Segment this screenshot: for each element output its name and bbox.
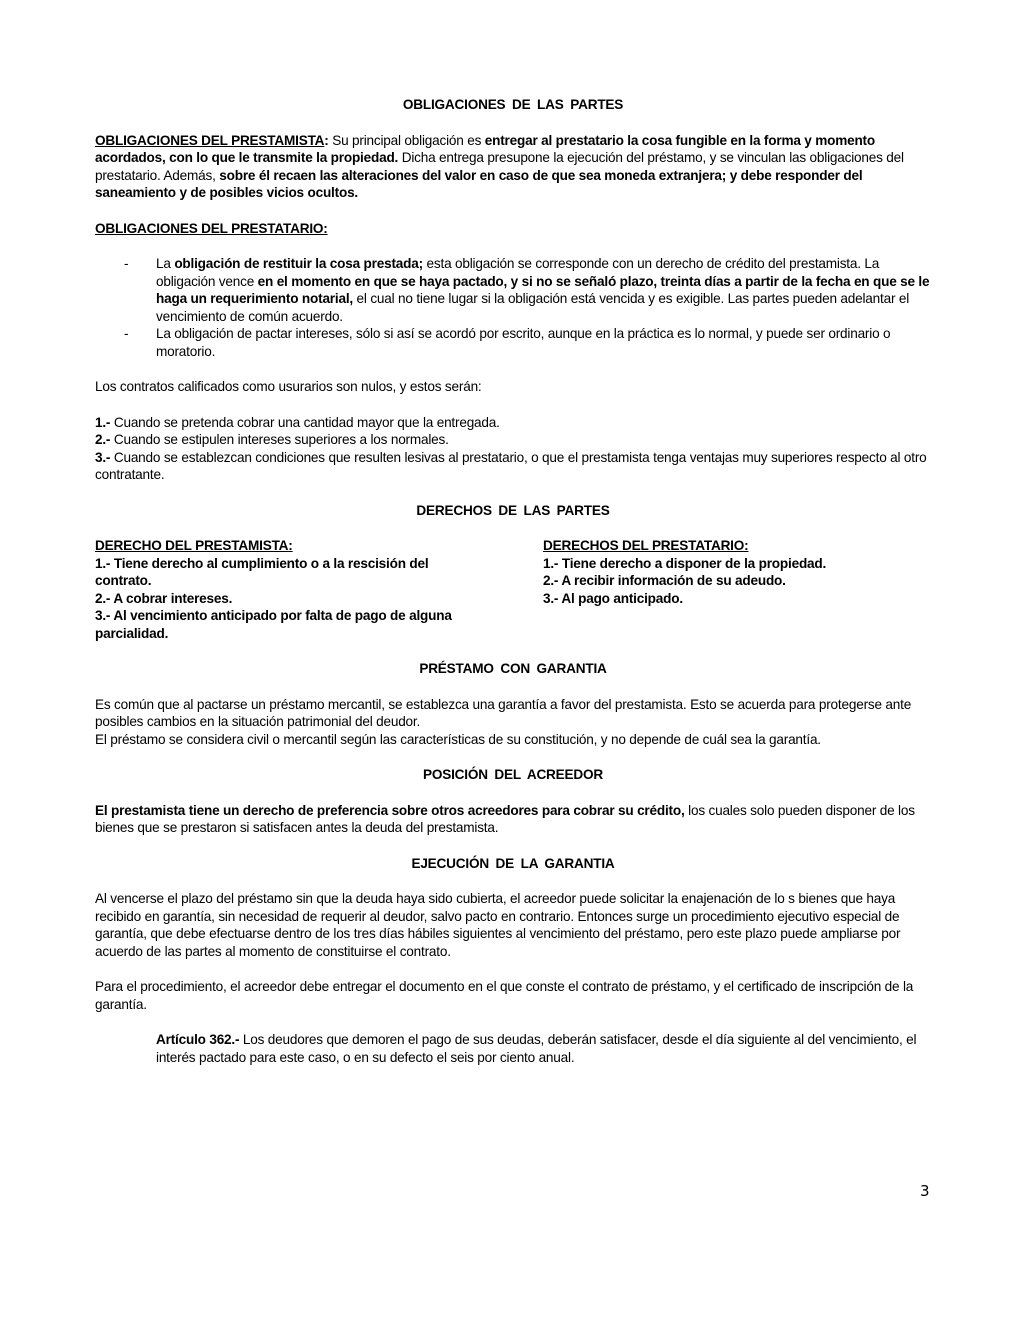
bold-run: en el momento en que se haya pactado, y si no se señaló plazo, treinta días a partir de la fecha en que se le haga un requerimiento notarial, <box>156 273 930 306</box>
page-number: 3 <box>920 1182 930 1200</box>
list-item: 1.- Tiene derecho al cumplimiento o a la rescisión del contrato. <box>95 555 429 588</box>
article-quote <box>95 1031 931 1066</box>
derechos-prestamista-column <box>95 537 481 642</box>
section-title-posicion-acreedor: POSICIÓN DEL ACREEDOR <box>422 767 604 782</box>
heading-derecho-prestamista: DERECHO DEL PRESTAMISTA: <box>95 538 293 553</box>
list-item: - La obligación de pactar intereses, sólo si así se acordó por escrito, aunque en la práctica es lo normal, y puede ser ordinario o moratorio. <box>95 325 931 360</box>
text-run: el cual no tiene lugar si la obligación está vencida y es exigible. Las partes pueden adelantar el vencimiento de común acuerdo. <box>156 291 910 324</box>
item-number: 3.- <box>95 449 111 465</box>
paragraph-obligaciones-prestamista <box>95 132 931 202</box>
bold-run: El prestamista tiene un derecho de preferencia sobre otros acreedores para cobrar su crédito, <box>95 802 685 818</box>
derechos-prestatario-column <box>543 537 826 642</box>
item-text: Cuando se establezcan condiciones que resulten lesivas al prestatario, o que el prestamista tenga ventajas muy superiores respecto al otro contratante. <box>95 449 927 482</box>
section-title-ejecucion-garantia: EJECUCIÓN DE LA GARANTIA <box>411 855 615 871</box>
text-run: Dicha entrega presupone la ejecución del préstamo, y se vinculan las obligaciones del prestatario. Además, <box>95 150 904 183</box>
item-number: 2.- <box>95 432 111 447</box>
section-title-obligaciones: OBLIGACIONES DE LAS PARTES <box>402 97 624 112</box>
usurario-item <box>95 449 931 484</box>
text-run: Su principal obligación es <box>328 132 485 148</box>
paragraph <box>95 802 931 837</box>
usurario-item <box>95 431 931 449</box>
item-number: 1.- <box>95 414 111 430</box>
paragraph: El préstamo se considera civil o mercantil según las características de su constitución, y no depende de cuál sea la garantía. <box>95 731 821 747</box>
derechos-columns <box>95 537 931 642</box>
article-label: Artículo 362.- <box>156 1032 240 1047</box>
bold-run: entregar al prestatario la cosa fungible en la forma y momento acordados, con lo que le transmite la propiedad. <box>95 132 875 165</box>
list-item: 3.- Al vencimiento anticipado por falta de pago de alguna parcialidad. <box>95 608 452 641</box>
prestatario-obligations-list <box>95 255 931 360</box>
list-item: 2.- A recibir información de su adeudo. <box>543 573 786 588</box>
heading-colon: : <box>324 132 329 148</box>
usurarios-intro: Los contratos calificados como usurarios son nulos, y estos serán: <box>95 379 482 394</box>
paragraph: Para el procedimiento, el acreedor debe entregar el documento en el que conste el contrato de préstamo, y el certificado de inscripción de la garantía. <box>95 979 914 1012</box>
section-title-prestamo-garantia: PRÉSTAMO CON GARANTIA <box>419 661 607 676</box>
paragraph: Es común que al pactarse un préstamo mercantil, se establezca una garantía a favor del prestamista. Esto se acuerda para protegerse ante posibles cambios en la situación patrimonial del deudor. <box>95 696 912 729</box>
paragraph: Al vencerse el plazo del préstamo sin que la deuda haya sido cubierta, el acreedor puede solicitar la enajenación de lo s bienes que haya recibido en garantía, sin necesidad de requerir al deudor, salvo pacto en contrario. Entonces surge un procedimiento ejecutivo especial de garantía, que debe efectuarse dentro de los tres días hábiles siguientes al vencimiento del préstamo, pero este plazo puede ampliarse por acuerdo de las partes al momento de constituirse el contrato. <box>95 891 901 959</box>
item-text: Cuando se estipulen intereses superiores a los normales. <box>110 432 449 447</box>
list-item <box>95 255 931 325</box>
bold-run: obligación de restituir la cosa prestada; <box>174 256 423 271</box>
list-item: 3.- Al pago anticipado. <box>543 590 683 606</box>
article-text: Los deudores que demoren el pago de sus deudas, deberán satisfacer, desde el día siguiente al del vencimiento, el interés pactado para este caso, o en su defecto el seis por ciento anual. <box>156 1032 917 1065</box>
usurario-item <box>95 414 931 432</box>
text-run: esta obligación se corresponde con un derecho de crédito del prestamista. La obligación vence <box>156 256 880 289</box>
text-run: La <box>156 256 175 271</box>
heading-obligaciones-prestatario: OBLIGACIONES DEL PRESTATARIO: <box>95 220 328 236</box>
item-text: Cuando se pretenda cobrar una cantidad mayor que la entregada. <box>110 414 500 430</box>
heading-obligaciones-prestamista: OBLIGACIONES DEL PRESTAMISTA <box>95 132 325 148</box>
list-item: 2.- A cobrar intereses. <box>95 590 233 606</box>
section-title-derechos: DERECHOS DE LAS PARTES <box>416 502 610 518</box>
document-page <box>95 96 931 1066</box>
heading-derechos-prestatario: DERECHOS DEL PRESTATARIO: <box>543 538 749 553</box>
list-item: 1.- Tiene derecho a disponer de la propiedad. <box>543 555 827 571</box>
text-run: los cuales solo pueden disponer de los bienes que se prestaron si satisfacen antes la deuda del prestamista. <box>95 802 915 835</box>
bold-run: sobre él recaen las alteraciones del valor en caso de que sea moneda extranjera; y debe responder del saneamiento y de posibles vicios ocultos. <box>95 167 863 200</box>
